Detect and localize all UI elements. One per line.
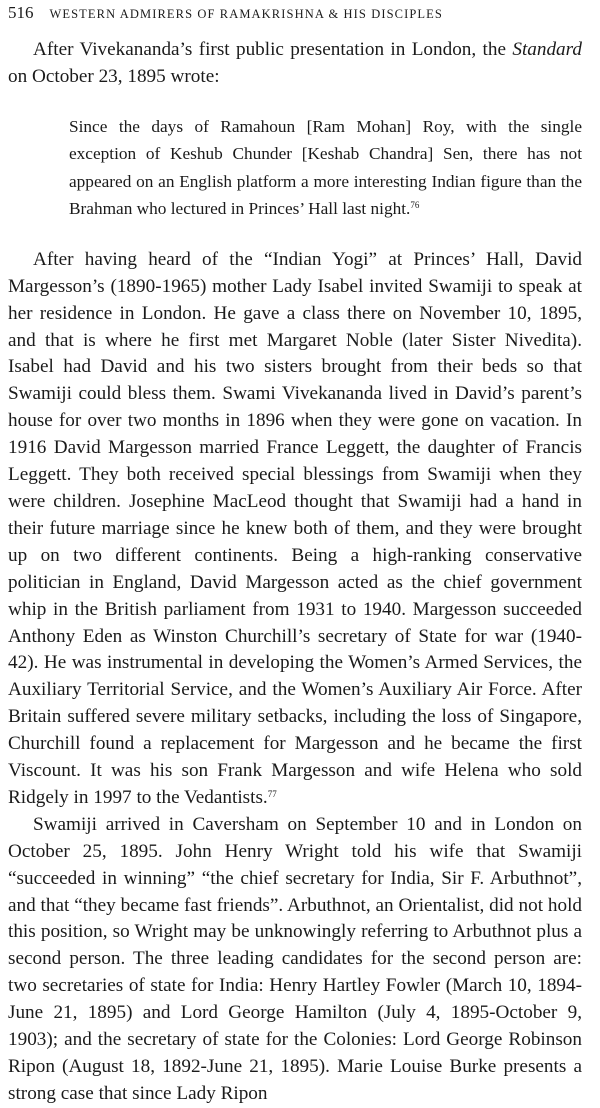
paragraph-intro-text: After Vivekananda’s first public presentation in London, the [33, 39, 513, 60]
running-head [8, 3, 582, 27]
quotation-body: Since the days of Ramahoun [Ram Mohan] Roy, with the single exception of Keshub Chunder [Keshab Chandra] Sen, there has not appeared on an English platform a more interesting Indian figure than the Brahman who lectured in Princes’ Hall last night. [69, 116, 582, 219]
quotation-text [69, 113, 582, 223]
paragraph-caversham-text: Swamiji arrived in Caversham on September 10 and in London on October 25, 1895. John Henry Wright told his wife that Swamiji “succeeded in winning” “the chief secretary for India, Sir F. Arbuthnot”, and that “they became fast friends”. Arbuthnot, an Orientalist, did not hold this position, so Wright may be unknowingly referring to Arbuthnot plus a second person. The three leading candidates for the second person are: two secretaries of state for India: Henry Hartley Fowler (March 10, 1894-June 21, 1895) and Lord George Hamilton (July 4, 1895-October 9, 1903); and the secretary of state for the Colonies: Lord George Robinson Ripon (August 18, 1892-June 21, 1895). Marie Louise Burke presents a strong case that since Lady Ripon [8, 813, 582, 1104]
paragraph-intro [8, 37, 582, 91]
paragraph-intro-tail: on October 23, 1895 wrote: [8, 65, 220, 87]
block-quotation [69, 113, 582, 223]
running-head-title: WESTERN ADMIRERS OF RAMAKRISHNA & HIS DISCIPLES [49, 7, 443, 21]
paragraph-margesson-text: After having heard of the “Indian Yogi” at Princes’ Hall, David Margesson’s (1890-1965) mother Lady Isabel invited Swamiji to speak at her residence in London. He gave a class there on November 10, 1895, and that is where he first met Margaret Noble (later Sister Nivedita). Isabel had David and his two sisters brought from their beds so that Swamiji could bless them. Swami Vivekananda lived in David’s parent’s house for over two months in 1896 when they were gone on vacation. In 1916 David Margesson married France Leggett, the daughter of Francis Leggett. They both received special blessings from Swamiji when they were children. Josephine MacLeod thought that Swamiji had a hand in their future marriage since he knew both of them, and they were brought up on two different continents. Being a high-ranking conservative politician in England, David Margesson acted as the chief government whip in the British parliament from 1931 to 1940. Margesson succeeded Anthony Eden as Winston Churchill’s secretary of State for war (1940-42). He was instrumental in developing the Women’s Armed Services, the Auxiliary Territorial Service, and the Women’s Auxiliary Air Force. After Britain suffered severe military setbacks, including the loss of Singapore, Churchill found a replacement for Margesson and he became the first Viscount. It was his son Frank Margesson and wife Helena who sold Ridgely in 1997 to the Vedantists. [8, 248, 582, 808]
footnote-marker-77: 77 [267, 788, 277, 799]
paragraph-caversham [8, 812, 582, 1108]
newspaper-title: Standard [512, 39, 582, 60]
paragraph-margesson [8, 247, 582, 812]
page-number: 516 [8, 3, 34, 22]
footnote-marker-76: 76 [410, 200, 420, 211]
